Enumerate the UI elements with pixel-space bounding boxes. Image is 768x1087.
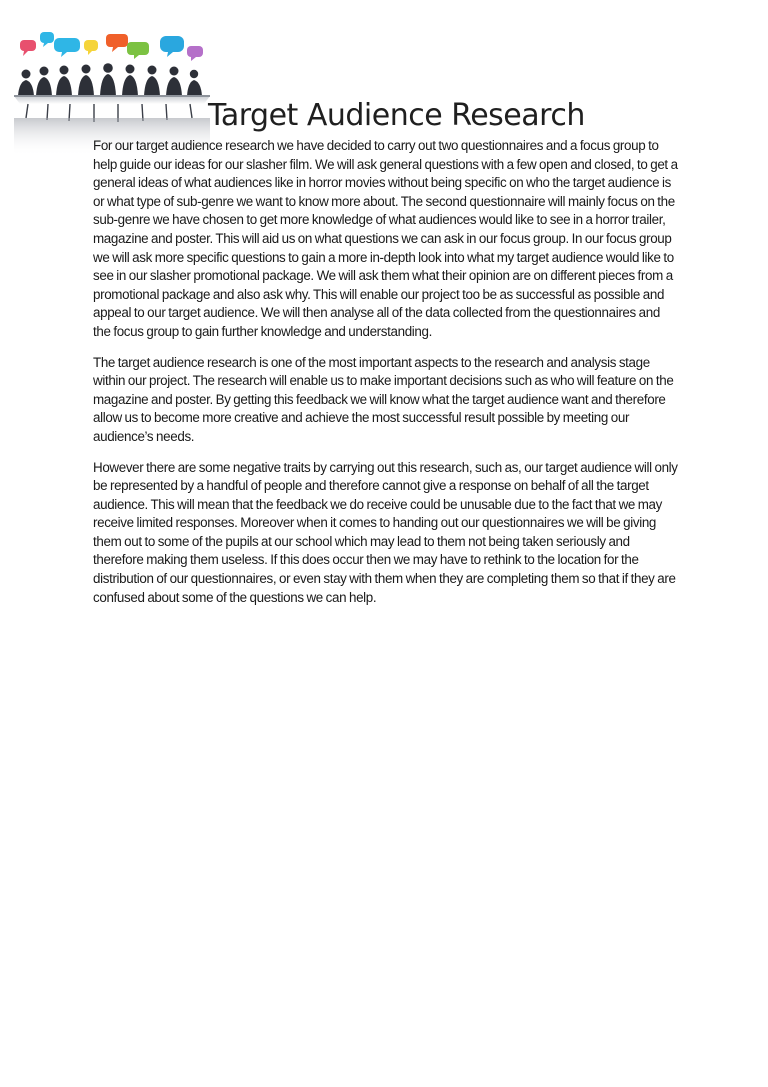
paragraph: For our target audience research we have decided to carry out two questionnaires and a focus group to help guide our ideas for our slasher film. We will ask general questions with a few open and closed, to get a general ideas of what audiences like in horror movies without being specific on who the target audience is or what type of sub-genre we want to know more about. The second questionnaire will mainly focus on the sub-genre we have chosen to get more knowledge of what audiences would like to see in a horror trailer, magazine and poster. This will aid us on what questions we can ask in our focus group. In our focus group we will ask more specific questions to gain a more in-depth look into what my target audience would like to see in our slasher promotional package. We will ask them what their opinion are on different pieces from a promotional package and also ask why. This will enable our project too be as successful as possible and appeal to our target audience. We will then analyse all of the data collected from the questionnaires and the focus group to gain further knowledge and understanding. [93,138,678,339]
document-body [93,137,678,619]
paragraph: The target audience research is one of the most important aspects to the research and analysis stage within our project. The research will enable us to make important decisions such as who will feature on the magazine and poster. By getting this feedback we will know what the target audience want and therefore allow us to become more creative and achieve the most successful result possible by meeting our audience’s needs. [93,354,674,444]
page-title: Target Audience Research [208,98,585,133]
meeting-table [14,96,210,104]
meeting-people [18,63,202,96]
paragraph: However there are some negative traits by carrying out this research, such as, our target audience will only be represented by a handful of people and therefore cannot give a response on behalf of all the target audience. This will mean that the feedback we do receive could be unusable due to the fact that we may receive limited responses. Moreover when it comes to handing out our questionnaires we will be giving them out to some of the pupils at our school which may lead to them not being taken seriously and therefore making them useless. If this does occur then we may have to rethink to the location for the distribution of our questionnaires, or even stay with them when they are completing them so that if they are confused about some of the questions we can help. [93,459,678,605]
speech-bubbles [20,32,203,61]
